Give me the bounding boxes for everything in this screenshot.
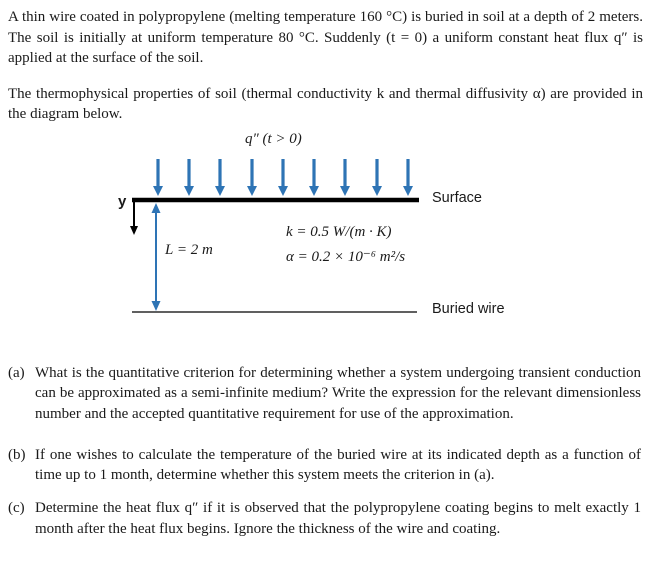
- surface-label: Surface: [432, 189, 482, 206]
- buried-wire-label: Buried wire: [432, 300, 505, 317]
- soil-diagram: [8, 130, 643, 332]
- question-a-text: What is the quantitative criterion for determining whether a system undergoing transient conduction can be approximated as a semi-infinite medium? Write the expression for the relevant dimensionless number and the accepted quantitative requirement for use of the approximation.: [35, 364, 641, 423]
- question-c: [8, 498, 643, 539]
- diffusivity-label: α = 0.2 × 10⁻⁶ m²/s: [286, 248, 406, 265]
- question-a: [8, 363, 643, 425]
- question-c-label: (c): [8, 500, 25, 517]
- y-axis-label: y: [118, 192, 127, 210]
- intro-paragraph-2: The thermophysical properties of soil (thermal conductivity k and thermal diffusivity α) are provided in the diagram below.: [8, 85, 643, 123]
- intro-paragraph-1: A thin wire coated in polypropylene (melting temperature 160 °C) is buried in soil at a depth of 2 meters. The soil is initially at uniform temperature 80 °C. Suddenly (t = 0) a uniform constant heat flux q″ is applied at the surface of the soil.: [8, 9, 643, 67]
- question-a-label: (a): [8, 364, 25, 381]
- question-b: [8, 445, 643, 486]
- heat-flux-label: q″ (t > 0): [245, 130, 302, 147]
- heat-flux-arrows: [153, 159, 413, 196]
- question-c-text: Determine the heat flux q″ if it is observed that the polypropylene coating begins to melt exactly 1 month after the heat flux begins. Ignore the thickness of the wire and coating.: [35, 500, 641, 537]
- depth-dimension-arrow: [152, 203, 161, 311]
- question-b-label: (b): [8, 446, 26, 463]
- question-b-text: If one wishes to calculate the temperature of the buried wire at its indicated depth as a function of time up to 1 month, determine whether this system meets the criterion in (a).: [35, 446, 641, 484]
- y-axis-arrow: [130, 202, 138, 235]
- depth-label: L = 2 m: [165, 241, 213, 258]
- conductivity-label: k = 0.5 W/(m · K): [286, 223, 392, 240]
- questions-section: [8, 363, 643, 540]
